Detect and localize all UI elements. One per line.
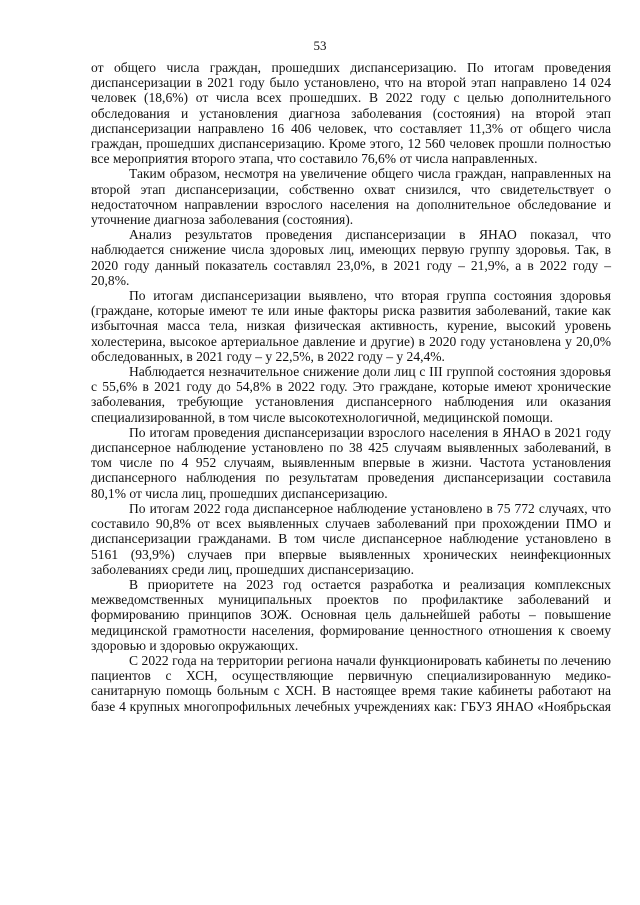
page-number: 53 <box>313 38 327 53</box>
paragraph-priorities-2023: В приоритете на 2023 год остается разработка и реализация комплексных межведомственных муниципальных проектов по профилактике заболеваний и формированию принципов ЗОЖ. Основная цель дальнейшей работы – повышение медицинской грамотности населения, формирование ценностного отношения к своему здоровью и здоровью окружающих. <box>91 576 611 653</box>
paragraph-health-group-two: По итогам диспансеризации выявлено, что вторая группа состояния здоровья (граждане, которые имеют те или иные факторы риска развития заболеваний, такие как избыточная масса тела, низкая физическая активность, курение, высокий уровень холестерина, высокое артериальное давление и другие) в 2020 году установлена у 20,0% обследованных, в 2021 году – у 22,5%, в 2022 году – у 24,4%. <box>91 288 611 364</box>
paragraph-second-stage-referral: от общего числа граждан, прошедших диспансеризацию. По итогам проведения диспансеризации в 2021 году было установлено, что на второй этап направлено 14 024 человек (18,6%) от числа всех прошедших. В 2022 году с целью дополнительного обследования и установления диагноза заболевания (состояния) на второй этап диспансеризации направлено 16 406 человек, что составляет 11,3% от общего числа граждан, прошедших диспансеризацию. Кроме этого, 12 560 человек прошли полностью все мероприятия второго этапа, что составило 76,6% от числа направленных. <box>91 60 611 167</box>
paragraph-health-group-one: Анализ результатов проведения диспансеризации в ЯНАО показал, что наблюдается снижение числа здоровых лиц, имеющих первую группу здоровья. Так, в 2020 году данный показатель составлял 23,0%, в 2021 году – 21,9%, а в 2022 году – 20,8%. <box>91 227 611 288</box>
body-text <box>91 60 611 714</box>
paragraph-chf-cabinets: С 2022 года на территории региона начали функционировать кабинеты по лечению пациентов с ХСН, осуществляющие первичную специализированную медико-санитарную помощь больным с ХСН. В настоящее время такие кабинеты работают на базе 4 крупных многопрофильных лечебных учреждениях как: ГБУЗ ЯНАО «Ноябрьская <box>91 652 611 714</box>
paragraph-health-group-three: Наблюдается незначительное снижение доли лиц с III группой состояния здоровья с 55,6% в 2021 году до 54,8% в 2022 году. Это граждане, которые имеют хронические заболевания, требующие установления диспансерного наблюдения или оказания специализированной, в том числе высокотехнологичной, медицинской помощи. <box>91 364 611 425</box>
paragraph-coverage-conclusion: Таким образом, несмотря на увеличение общего числа граждан, направленных на второй этап диспансеризации, собственно охват снизился, что свидетельствует о недостаточном направлении взрослого населения на дополнительное обследование и уточнение диагноза заболевания (состояния). <box>91 166 611 228</box>
paragraph-observation-2021: По итогам проведения диспансеризации взрослого населения в ЯНАО в 2021 году диспансерное наблюдение установлено по 38 425 случаям выявленных заболеваний, в том числе по 4 952 случаям, выявленным впервые в жизни. Частота установления диспансерного наблюдения по результатам проведения диспансеризации составила 80,1% от числа лиц, прошедших диспансеризацию. <box>91 424 611 501</box>
paragraph-observation-2022: По итогам 2022 года диспансерное наблюдение установлено в 75 772 случаях, что составило 90,8% от всех выявленных случаев заболеваний при прохождении ПМО и диспансеризации гражданами. В том числе диспансерное наблюдение установлено в 5161 (93,9%) случаев при впервые выявленных хронических неинфекционных заболеваниях среди лиц, прошедших диспансеризацию. <box>91 500 611 577</box>
